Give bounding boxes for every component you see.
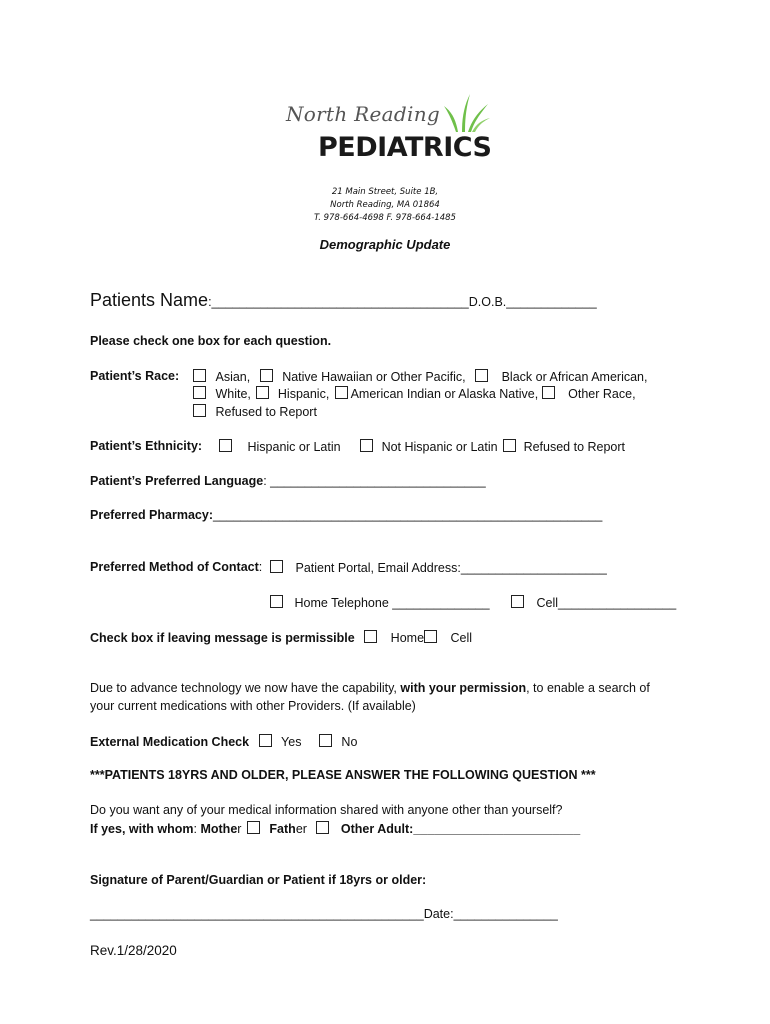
practice-logo [282,92,492,172]
signature-row [90,907,558,921]
permission-text-bold: with your permission [400,681,527,695]
med-check-yes-label: Yes [281,735,302,749]
permission-paragraph-line-1 [90,681,650,695]
ethnicity-options [219,439,625,454]
pharmacy-row [90,508,602,522]
ethnicity-refused-checkbox[interactable] [503,439,516,452]
race-refused-label: Refused to Report [215,405,317,419]
race-row-2 [193,386,636,401]
contact-home-checkbox[interactable] [270,595,283,608]
share-other-adult-field[interactable]: Other Adult:________________________ [340,822,581,836]
patient-name-label: Patients Name [90,290,209,310]
patient-name-row [90,290,597,311]
contact-cell-checkbox[interactable] [511,595,524,608]
form-title: Demographic Update [319,237,451,252]
race-refused-checkbox[interactable] [193,404,206,417]
pharmacy-label: Preferred Pharmacy: [90,508,213,522]
permission-text-a: Due to advance technology we now have the capability, [90,681,401,695]
race-white-label: White, [215,387,251,401]
language-label: Patient’s Preferred Language [90,474,264,488]
message-label: Check box if leaving message is permissible [90,631,355,645]
share-mother-label-end: r [237,822,242,836]
ethnicity-label: Patient’s Ethnicity: [90,439,203,453]
race-label: Patient’s Race: [90,369,180,383]
language-row [90,474,486,488]
contact-portal-label: Patient Portal, Email Address:_____________________ [295,561,607,575]
race-hawaiian-checkbox[interactable] [260,369,273,382]
ethnicity-not-hispanic-checkbox[interactable] [360,439,373,452]
share-mother-label: Mothe [200,822,238,836]
race-row-3 [193,404,317,419]
grass-leaf-icon [442,92,492,134]
ethnicity-refused-label: Refused to Report [523,440,626,454]
race-other-label: Other Race, [568,387,636,401]
share-father-label: Fath [269,822,296,836]
share-father-checkbox[interactable] [316,821,329,834]
message-cell-label: Cell [450,631,473,645]
patient-name-field[interactable]: :_____________________________________ [208,295,469,309]
race-hawaiian-label: Native Hawaiian or Other Pacific, [282,370,466,384]
date-field[interactable]: Date:_______________ [423,907,558,921]
med-check-row [90,734,357,749]
logo-script-text: North Reading [286,102,440,126]
med-check-no-checkbox[interactable] [319,734,332,747]
contact-row [90,560,262,574]
message-cell-checkbox[interactable] [424,630,437,643]
race-native-label: American Indian or Alaska Native, [350,387,539,401]
share-father-label-end: er [295,822,307,836]
ethnicity-hispanic-label: Hispanic or Latin [247,440,341,454]
adult-notice: ***PATIENTS 18YRS AND OLDER, PLEASE ANSWER THE FOLLOWING QUESTION *** [90,768,596,782]
address-line-2: North Reading, MA 01864 [330,200,440,210]
race-white-checkbox[interactable] [193,386,206,399]
contact-cell-label: Cell_________________ [536,596,677,610]
race-asian-label: Asian, [215,370,251,384]
permission-text-b: , to enable a search of [526,681,650,695]
message-row [90,630,472,645]
dob-field[interactable]: _____________ [506,295,597,309]
signature-field[interactable]: ________________________________________________ [90,907,424,921]
contact-home-label: Home Telephone ______________ [294,596,490,610]
race-row-1 [193,369,647,384]
race-black-label: Black or African American, [501,370,648,384]
revision-date: Rev.1/28/2020 [90,943,177,958]
race-asian-checkbox[interactable] [193,369,206,382]
race-black-checkbox[interactable] [475,369,488,382]
race-native-checkbox[interactable] [335,386,348,399]
permission-paragraph-line-2: your current medications with other Providers. (If available) [90,699,416,713]
race-hispanic-checkbox[interactable] [256,386,269,399]
race-hispanic-label: Hispanic, [277,387,330,401]
contact-portal-option [270,560,607,575]
contact-portal-checkbox[interactable] [270,560,283,573]
share-row [90,821,580,836]
signature-label: Signature of Parent/Guardian or Patient if 18yrs or older: [90,873,427,887]
contact-label: Preferred Method of Contact [90,560,259,574]
share-with-whom-label: If yes, with whom [90,822,194,836]
contact-colon: : [258,560,263,574]
pharmacy-field[interactable]: ________________________________________________________ [212,508,603,522]
contact-home-option [270,595,490,610]
address-phone: T. 978-664-4698 F. 978-664-1485 [314,213,456,223]
contact-cell-option [511,595,676,610]
language-field[interactable]: : _______________________________ [263,474,486,488]
share-colon: : [193,822,197,836]
instruction-text: Please check one box for each question. [90,334,332,348]
share-question: Do you want any of your medical information shared with anyone other than yourself? [90,803,563,817]
message-home-checkbox[interactable] [364,630,377,643]
dob-label: D.O.B. [468,295,507,309]
race-other-checkbox[interactable] [542,386,555,399]
message-home-label: Home [390,631,425,645]
logo-main-text: PEDIATRICS [318,132,492,163]
share-mother-checkbox[interactable] [247,821,260,834]
med-check-no-label: No [341,735,358,749]
med-check-yes-checkbox[interactable] [259,734,272,747]
ethnicity-hispanic-checkbox[interactable] [219,439,232,452]
med-check-label: External Medication Check [90,735,250,749]
ethnicity-not-hispanic-label: Not Hispanic or Latin [381,440,498,454]
address-line-1: 21 Main Street, Suite 1B, [331,187,439,197]
